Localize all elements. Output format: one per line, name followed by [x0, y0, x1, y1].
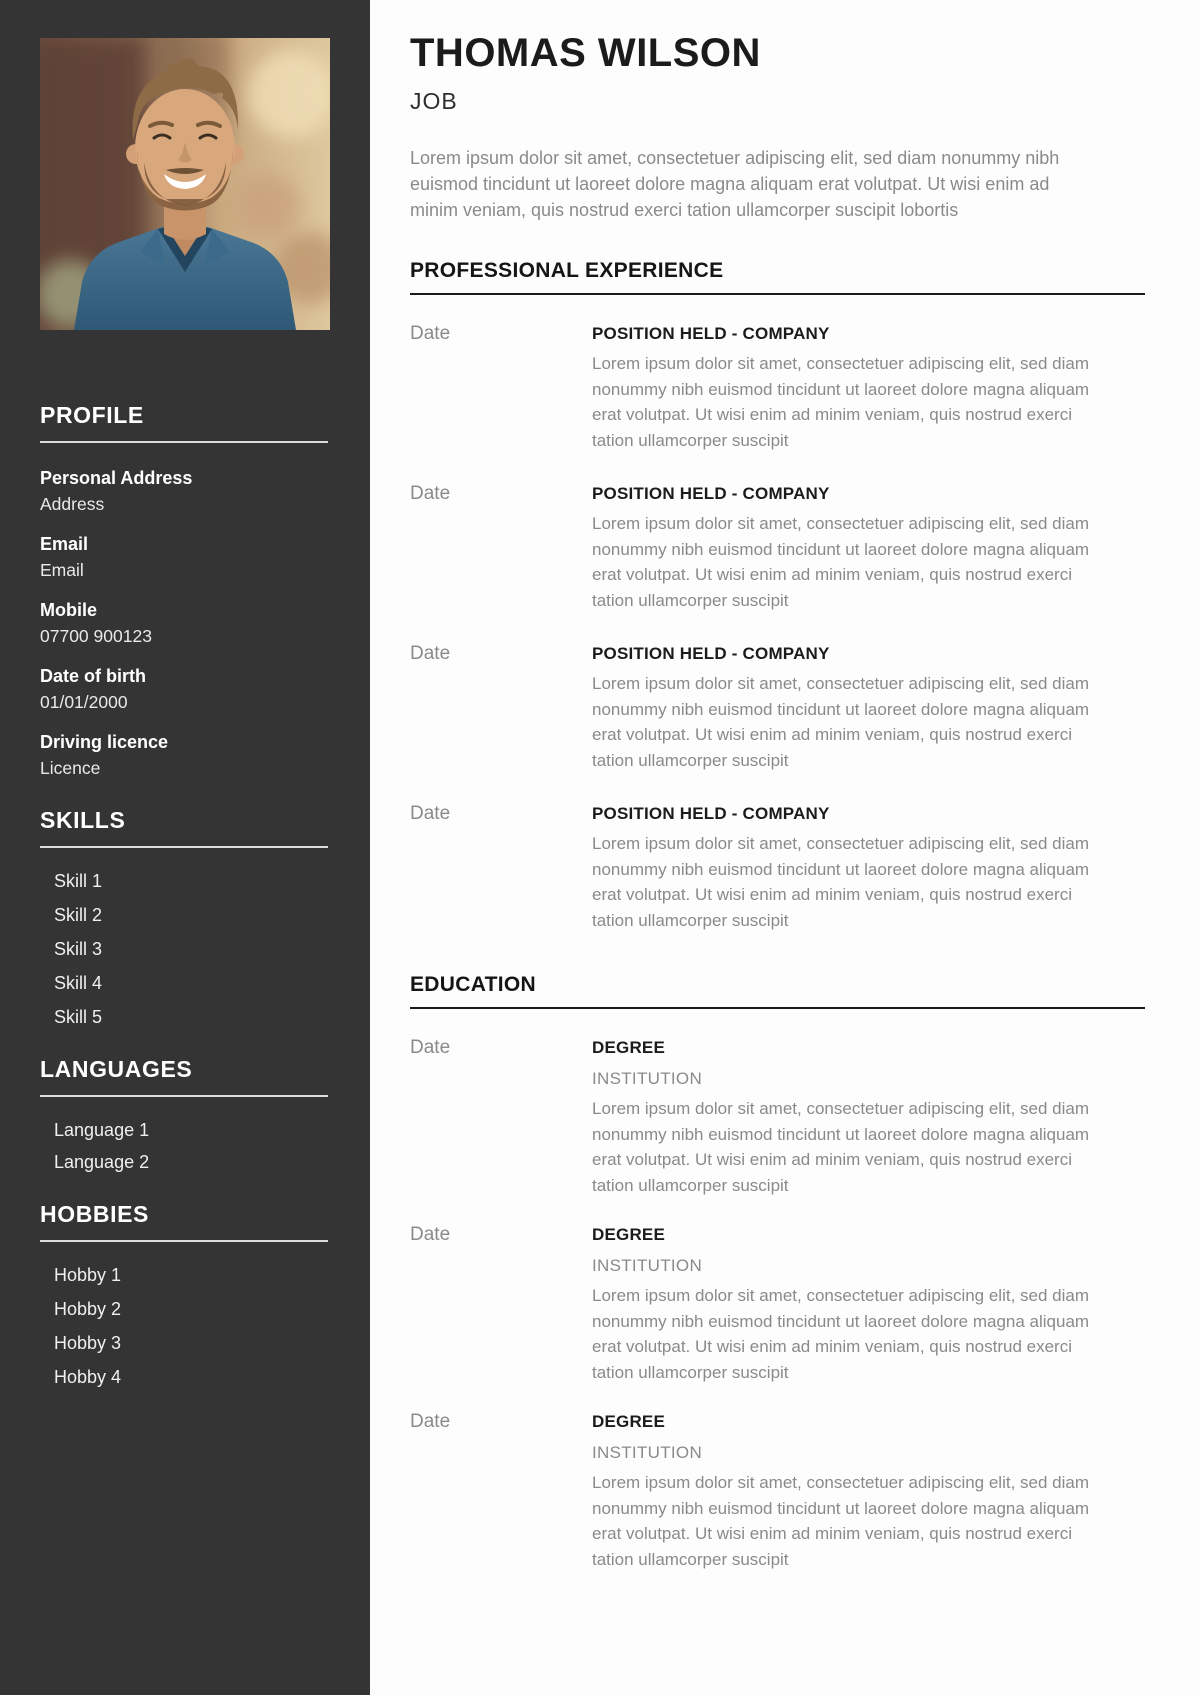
summary-paragraph: Lorem ipsum dolor sit amet, consectetuer adipiscing elit, sed diam nonummy nibh euismod tincidunt ut laoreet dolore magna aliquam erat volutpat. Ut wisi enim ad minim veniam, quis nostrud exerci tation ullamcorper suscipit lobortis	[410, 148, 1060, 220]
experience-entry	[410, 321, 1145, 453]
profile-label: Personal Address	[40, 468, 193, 488]
experience-entry	[410, 641, 1145, 773]
profile-items	[40, 465, 330, 781]
hobbies-section-title: HOBBIES	[40, 1201, 149, 1227]
entry-description: Lorem ipsum dolor sit amet, consectetuer adipiscing elit, sed diam nonummy nibh euismod tincidunt ut laoreet dolore magna aliquam erat volutpat. Ut wisi enim ad minim veniam, quis nostrud exerci tation ullamcorper suscipit	[592, 1099, 1090, 1195]
candidate-name: THOMAS WILSON	[410, 31, 761, 75]
entry-content	[592, 801, 1145, 933]
profile-item-address	[40, 465, 330, 517]
skill-item: Skill 4	[54, 973, 103, 993]
sidebar-hobbies-section	[40, 1201, 330, 1390]
entry-date: Date	[410, 1224, 451, 1245]
languages-rule	[40, 1095, 328, 1097]
entry-position-heading: POSITION HELD - COMPANY	[592, 324, 830, 343]
entry-degree-heading: DEGREE	[592, 1412, 665, 1431]
entry-position-heading: POSITION HELD - COMPANY	[592, 484, 830, 503]
entry-description: Lorem ipsum dolor sit amet, consectetuer adipiscing elit, sed diam nonummy nibh euismod tincidunt ut laoreet dolore magna aliquam erat volutpat. Ut wisi enim ad minim veniam, quis nostrud exerci tation ullamcorper suscipit	[592, 1473, 1090, 1569]
entry-description: Lorem ipsum dolor sit amet, consectetuer adipiscing elit, sed diam nonummy nibh euismod tincidunt ut laoreet dolore magna aliquam erat volutpat. Ut wisi enim ad minim veniam, quis nostrud exerci tation ullamcorper suscipit	[592, 674, 1090, 770]
entry-degree-heading: DEGREE	[592, 1225, 665, 1244]
entry-position-heading: POSITION HELD - COMPANY	[592, 644, 830, 663]
education-entry	[410, 1409, 1145, 1572]
experience-entry	[410, 801, 1145, 933]
sidebar-skills-section	[40, 807, 330, 1030]
entry-description: Lorem ipsum dolor sit amet, consectetuer adipiscing elit, sed diam nonummy nibh euismod tincidunt ut laoreet dolore magna aliquam erat volutpat. Ut wisi enim ad minim veniam, quis nostrud exerci tation ullamcorper suscipit	[592, 1286, 1090, 1382]
skill-item: Skill 2	[54, 905, 103, 925]
entry-content	[592, 641, 1145, 773]
profile-label: Mobile	[40, 600, 97, 620]
education-entry	[410, 1222, 1145, 1385]
experience-entries	[410, 321, 1145, 933]
experience-entry	[410, 481, 1145, 613]
hobbies-list	[40, 1262, 330, 1390]
entry-description: Lorem ipsum dolor sit amet, consectetuer adipiscing elit, sed diam nonummy nibh euismod tincidunt ut laoreet dolore magna aliquam erat volutpat. Ut wisi enim ad minim veniam, quis nostrud exerci tation ullamcorper suscipit	[592, 354, 1090, 450]
hobby-item: Hobby 2	[54, 1299, 122, 1319]
entry-date: Date	[410, 643, 451, 664]
entry-description: Lorem ipsum dolor sit amet, consectetuer adipiscing elit, sed diam nonummy nibh euismod tincidunt ut laoreet dolore magna aliquam erat volutpat. Ut wisi enim ad minim veniam, quis nostrud exerci tation ullamcorper suscipit	[592, 514, 1090, 610]
entry-content	[592, 1222, 1145, 1385]
entry-content	[592, 481, 1145, 613]
language-item: Language 2	[54, 1152, 150, 1172]
profile-rule	[40, 441, 328, 443]
entry-date: Date	[410, 1037, 451, 1058]
profile-value: Licence	[40, 758, 101, 778]
sidebar-profile-section	[40, 402, 330, 781]
hobby-item: Hobby 4	[54, 1367, 122, 1387]
entry-institution: INSTITUTION	[592, 1256, 703, 1275]
education-entry	[410, 1035, 1145, 1198]
skills-list	[40, 868, 330, 1030]
experience-section-title: PROFESSIONAL EXPERIENCE	[410, 259, 1145, 295]
sidebar	[0, 0, 370, 1695]
profile-photo-illustration	[40, 38, 330, 330]
entry-date: Date	[410, 1411, 451, 1432]
entry-date: Date	[410, 803, 451, 824]
sidebar-languages-section	[40, 1056, 330, 1175]
languages-list	[40, 1117, 330, 1175]
entry-description: Lorem ipsum dolor sit amet, consectetuer adipiscing elit, sed diam nonummy nibh euismod tincidunt ut laoreet dolore magna aliquam erat volutpat. Ut wisi enim ad minim veniam, quis nostrud exerci tation ullamcorper suscipit	[592, 834, 1090, 930]
profile-item-email	[40, 531, 330, 583]
entry-degree-heading: DEGREE	[592, 1038, 665, 1057]
skills-section-title: SKILLS	[40, 807, 126, 833]
skills-rule	[40, 846, 328, 848]
skill-item: Skill 5	[54, 1007, 103, 1027]
profile-value: 07700 900123	[40, 626, 152, 646]
language-item: Language 1	[54, 1120, 150, 1140]
profile-value: Address	[40, 494, 105, 514]
entry-institution: INSTITUTION	[592, 1069, 703, 1088]
entry-content	[592, 321, 1145, 453]
profile-section-title: PROFILE	[40, 402, 144, 428]
skill-item: Skill 1	[54, 871, 103, 891]
entry-institution: INSTITUTION	[592, 1443, 703, 1462]
profile-value: Email	[40, 560, 84, 580]
hobby-item: Hobby 3	[54, 1333, 122, 1353]
resume-main	[370, 0, 1200, 1572]
profile-photo	[40, 38, 330, 330]
entry-date: Date	[410, 323, 451, 344]
profile-label: Driving licence	[40, 732, 169, 752]
entry-date: Date	[410, 483, 451, 504]
job-title: JOB	[410, 88, 458, 114]
skill-item: Skill 3	[54, 939, 103, 959]
entry-content	[592, 1035, 1145, 1198]
profile-item-mobile	[40, 597, 330, 649]
profile-item-licence	[40, 729, 330, 781]
education-section-title: EDUCATION	[410, 973, 1145, 1009]
profile-label: Email	[40, 534, 89, 554]
profile-item-birthdate	[40, 663, 330, 715]
hobby-item: Hobby 1	[54, 1265, 122, 1285]
languages-section-title: LANGUAGES	[40, 1056, 193, 1082]
entry-content	[592, 1409, 1145, 1572]
profile-label: Date of birth	[40, 666, 146, 686]
education-entries	[410, 1035, 1145, 1572]
entry-position-heading: POSITION HELD - COMPANY	[592, 804, 830, 823]
hobbies-rule	[40, 1240, 328, 1242]
profile-value: 01/01/2000	[40, 692, 128, 712]
